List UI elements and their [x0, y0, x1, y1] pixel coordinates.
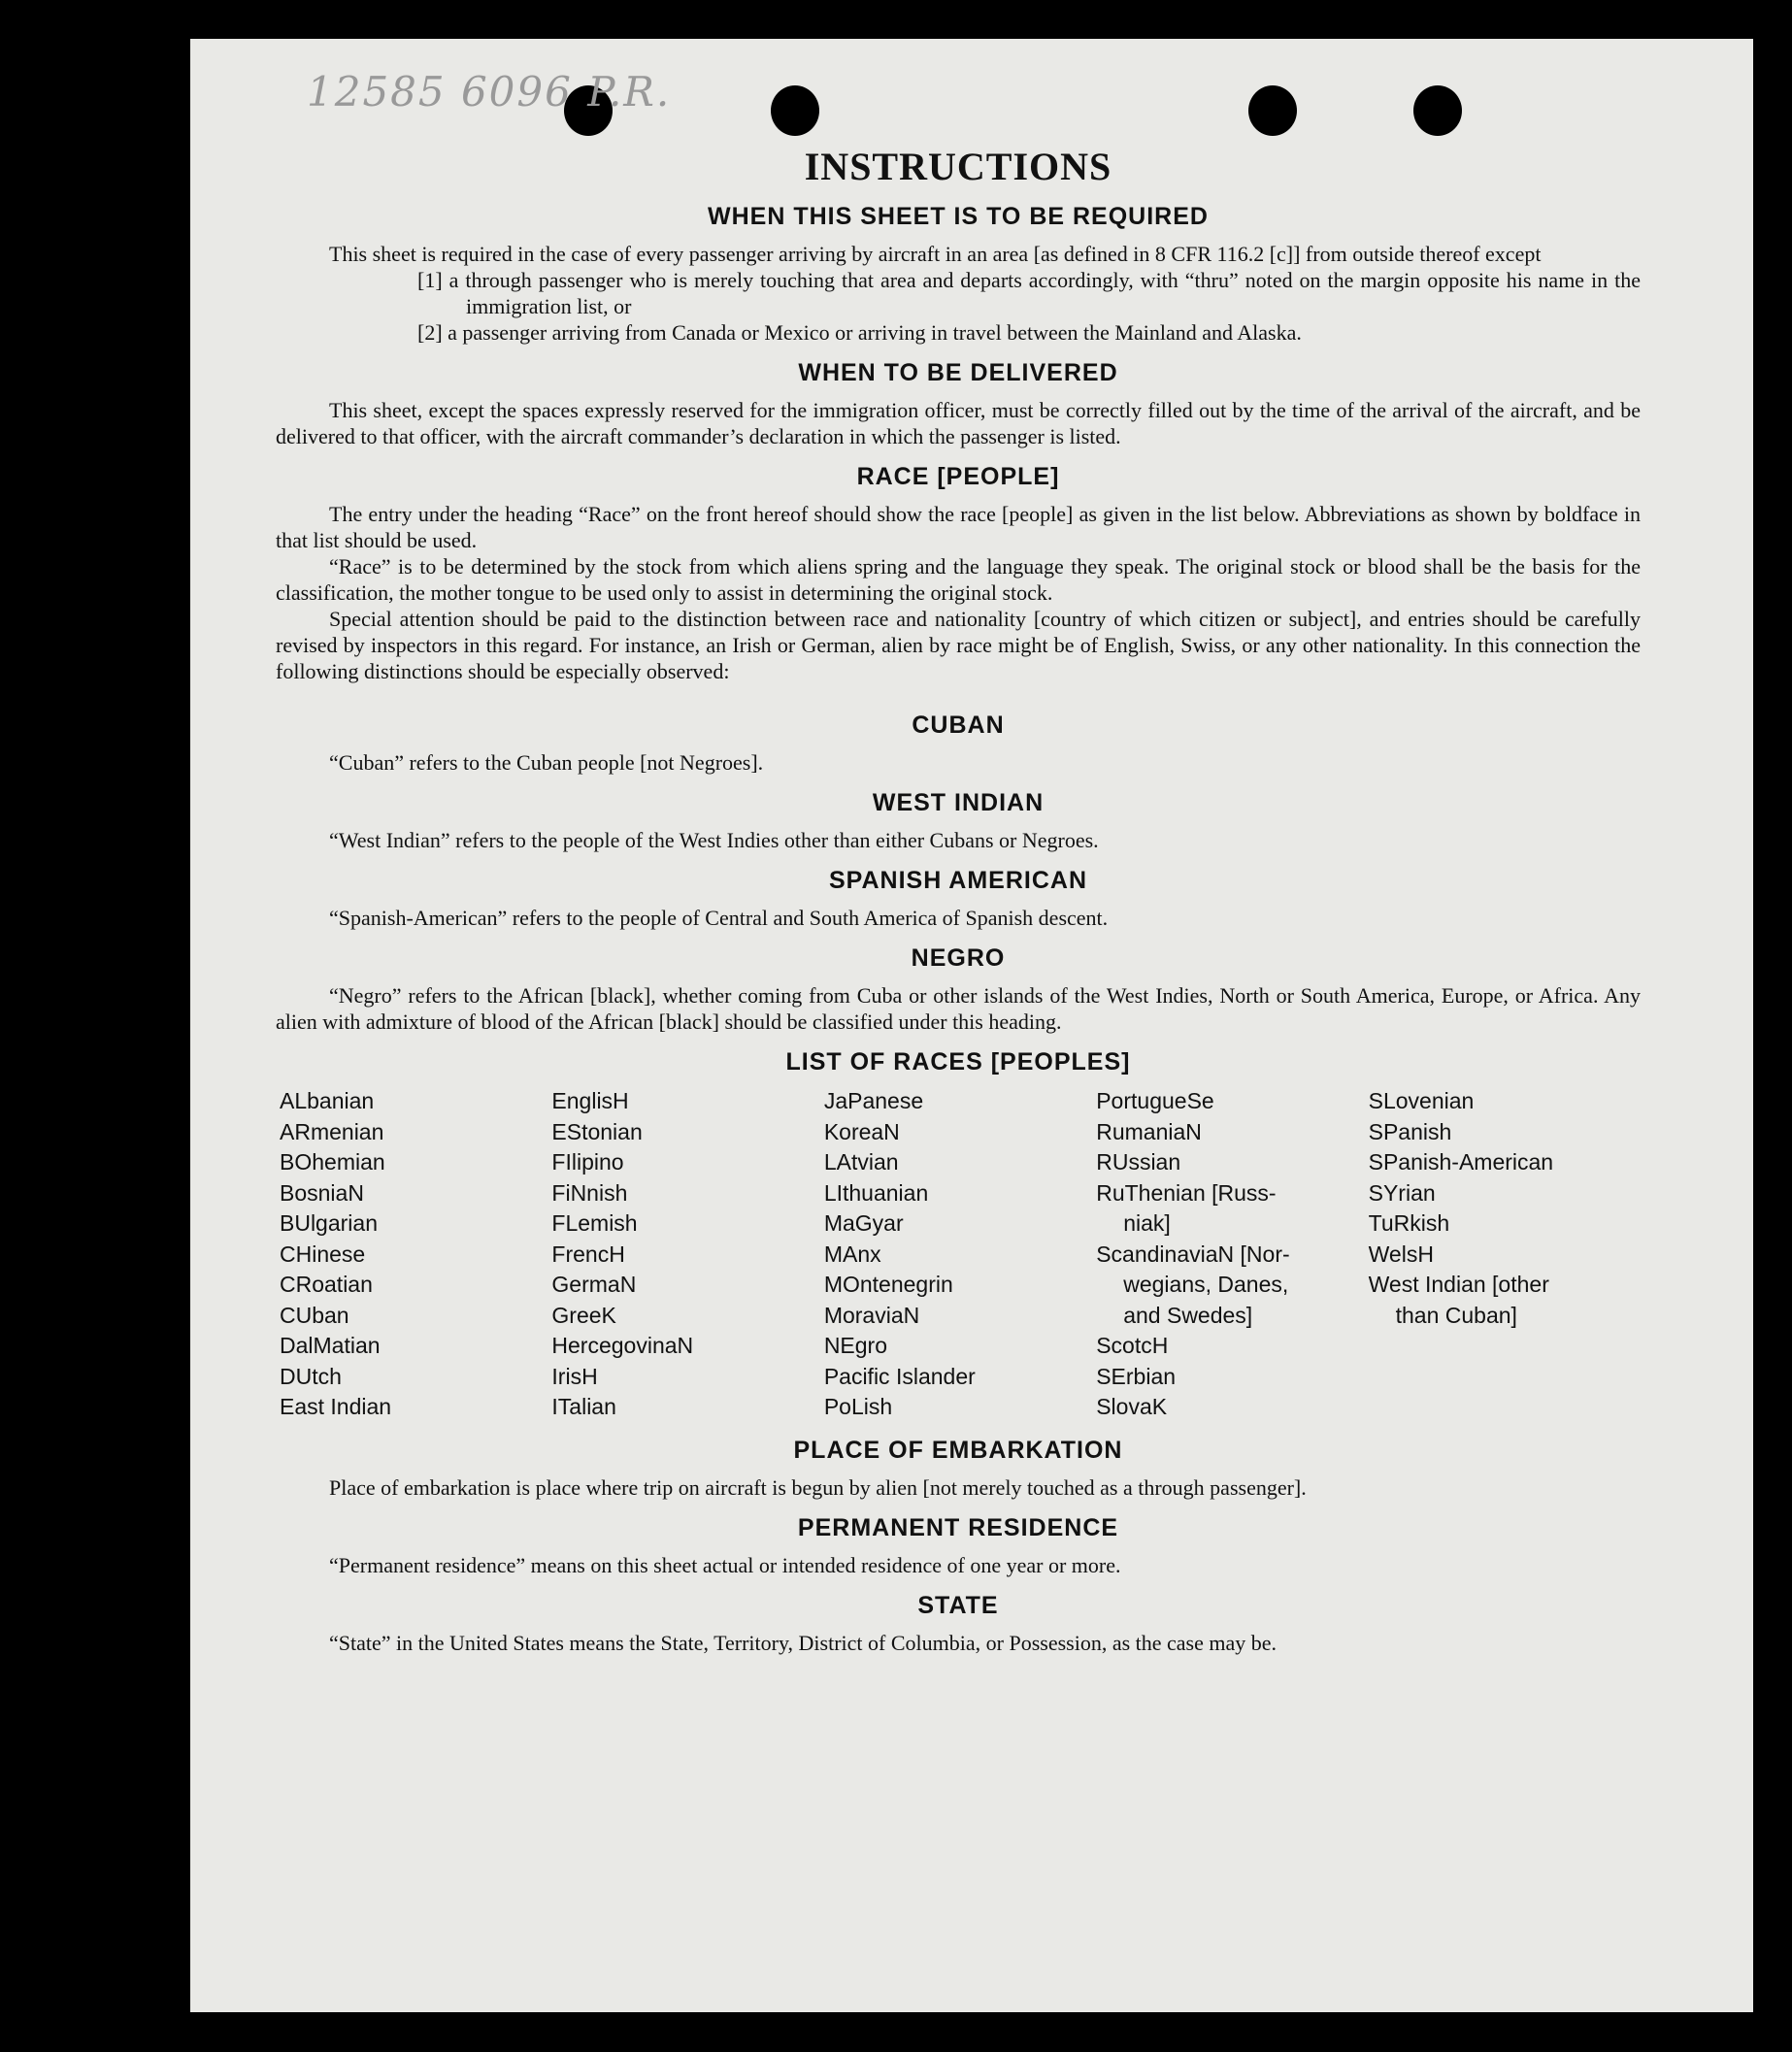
residence-text: “Permanent residence” means on this sheet actual or intended residence of one year or more.	[329, 1552, 1121, 1577]
races-column-2	[551, 1086, 823, 1423]
race-item: MaGyar	[823, 1210, 904, 1236]
race-item: BOhemian	[280, 1149, 385, 1175]
race-item: ARmenian	[280, 1118, 384, 1144]
document-sheet	[190, 39, 1753, 2012]
embarkation-text: Place of embarkation is place where trip on aircraft is begun by alien [not merely touched as a through passenger].	[329, 1474, 1307, 1500]
spanish-american-text: “Spanish-American” refers to the people of Central and South America of Spanish descent.	[329, 906, 1109, 930]
race-item: RUssian	[1096, 1149, 1181, 1175]
when-required-intro: This sheet is required in the case of every passenger arriving by aircraft in an area [as defined in 8 CFR 116.2 [c]] from outside thereof except	[329, 242, 1542, 266]
race-item: DUtch	[280, 1363, 342, 1389]
section-heading-embarkation: PLACE OF EMBARKATION	[793, 1436, 1123, 1464]
race-item: CUban	[280, 1302, 349, 1328]
state-text: “State” in the United States means the State, Territory, District of Columbia, or Possession, as the case may be.	[329, 1630, 1278, 1655]
race-item: RumaniaN	[1096, 1118, 1202, 1144]
races-list	[280, 1086, 1641, 1423]
race-item: PortugueSe	[1096, 1088, 1214, 1113]
race-item: HercegovinaN	[551, 1333, 694, 1358]
race-item: SYrian	[1368, 1179, 1436, 1206]
punch-hole	[771, 85, 819, 136]
race-item: JaPanese	[823, 1088, 924, 1113]
race-item: and Swedes]	[1123, 1302, 1253, 1328]
race-item: BUlgarian	[280, 1210, 378, 1236]
when-required-item-1: [1] a through passenger who is merely touching that area and departs accordingly, with “thru” noted on the margin opposite his name in the immigration list, or	[417, 268, 1641, 318]
race-item: West Indian [other	[1368, 1272, 1549, 1297]
page-title: INSTRUCTIONS	[804, 145, 1112, 188]
race-item: niak]	[1123, 1210, 1171, 1236]
race-item: NEgro	[823, 1333, 888, 1358]
race-item: East Indian	[280, 1394, 392, 1419]
race-item: EStonian	[551, 1118, 643, 1144]
races-column-3	[824, 1086, 1096, 1423]
race-item: KoreaN	[823, 1118, 900, 1144]
race-item: FrencH	[551, 1241, 625, 1267]
race-item: CHinese	[280, 1241, 366, 1267]
race-item: TuRkish	[1368, 1210, 1450, 1236]
cuban-text: “Cuban” refers to the Cuban people [not Negroes].	[329, 750, 764, 775]
race-item: SPanish-American	[1368, 1149, 1554, 1175]
race-item: FLemish	[551, 1210, 638, 1236]
race-item: FiNnish	[551, 1179, 628, 1206]
race-item: SLovenian	[1368, 1088, 1475, 1113]
races-column-5	[1369, 1086, 1641, 1423]
race-item: wegians, Danes,	[1123, 1272, 1289, 1297]
race-item: FIlipino	[551, 1149, 624, 1175]
punch-hole	[1248, 85, 1297, 136]
punch-hole	[1413, 85, 1462, 136]
race-item: CRoatian	[280, 1272, 373, 1297]
race-item: ScotcH	[1096, 1333, 1169, 1358]
race-item: than Cuban]	[1395, 1302, 1517, 1328]
when-required-item-2: [2] a passenger arriving from Canada or Mexico or arriving in travel between the Mainland and Alaska.	[417, 320, 1302, 345]
instructions-content	[276, 136, 1641, 1656]
when-delivered-text: This sheet, except the spaces expressly reserved for the immigration officer, must be correctly filled out by the time of the arrival of the aircraft, and be delivered to that officer, with the aircraft commander’s declaration in which the passenger is listed.	[276, 398, 1641, 448]
race-item: GermaN	[551, 1272, 637, 1297]
west-indian-text: “West Indian” refers to the people of the West Indies other than either Cubans or Negroes.	[329, 828, 1099, 852]
section-heading-list-of-races: LIST OF RACES [PEOPLES]	[785, 1048, 1131, 1076]
race-item: ITalian	[551, 1394, 616, 1419]
race-item: ALbanian	[280, 1088, 375, 1113]
race-item: MOntenegrin	[823, 1272, 953, 1297]
section-heading-when-required: WHEN THIS SHEET IS TO BE REQUIRED	[708, 203, 1209, 230]
race-item: BosniaN	[280, 1179, 364, 1206]
race-item: SPanish	[1368, 1118, 1452, 1144]
section-heading-when-delivered: WHEN TO BE DELIVERED	[798, 359, 1118, 386]
race-paragraph-1: The entry under the heading “Race” on the front hereof should show the race [people] as given in the list below. Abbreviations as shown by boldface in that list should be used.	[276, 502, 1641, 552]
races-column-1	[280, 1086, 551, 1423]
race-item: SErbian	[1096, 1363, 1177, 1389]
race-item: GreeK	[551, 1302, 616, 1328]
races-column-4	[1096, 1086, 1368, 1423]
race-paragraph-2: “Race” is to be determined by the stock from which aliens spring and the language they speak. The original stock or blood shall be the basis for the classification, the mother tongue to be used only to assist in determining the original stock.	[276, 554, 1641, 605]
section-heading-negro: NEGRO	[911, 944, 1006, 972]
handwritten-note: 12585 6096 P.R.	[307, 68, 672, 116]
race-item: LIthuanian	[823, 1179, 929, 1206]
race-paragraph-3: Special attention should be paid to the distinction between race and nationality [country of which citizen or subject], and entries should be carefully revised by inspectors in this regard. For instance, an Irish or German, alien by race might be of English, Swiss, or any other nationality. In this connection the following distinctions should be especially observed:	[276, 607, 1641, 683]
section-heading-residence: PERMANENT RESIDENCE	[797, 1513, 1119, 1541]
race-item: RuThenian [Russ-	[1096, 1179, 1277, 1206]
race-item: Pacific Islander	[823, 1363, 976, 1389]
race-item: ScandinaviaN [Nor-	[1096, 1241, 1290, 1267]
race-item: PoLish	[823, 1394, 893, 1419]
section-heading-cuban: CUBAN	[912, 712, 1005, 739]
race-item: EnglisH	[551, 1088, 629, 1113]
race-item: WelsH	[1368, 1241, 1434, 1267]
section-heading-state: STATE	[917, 1591, 999, 1619]
race-item: MoraviaN	[823, 1302, 920, 1328]
race-item: MAnx	[823, 1241, 881, 1267]
negro-text: “Negro” refers to the African [black], whether coming from Cuba or other islands of the West Indies, North or South America, Europe, or Africa. Any alien with admixture of blood of the African [black] should be classified under this heading.	[276, 983, 1641, 1034]
race-item: LAtvian	[823, 1149, 899, 1175]
section-heading-west-indian: WEST INDIAN	[872, 789, 1045, 816]
race-item: IrisH	[551, 1363, 598, 1389]
section-heading-race: RACE [PEOPLE]	[856, 463, 1060, 490]
race-item: DalMatian	[280, 1333, 381, 1358]
section-heading-spanish-american: SPANISH AMERICAN	[828, 867, 1087, 894]
race-item: SlovaK	[1096, 1394, 1168, 1419]
